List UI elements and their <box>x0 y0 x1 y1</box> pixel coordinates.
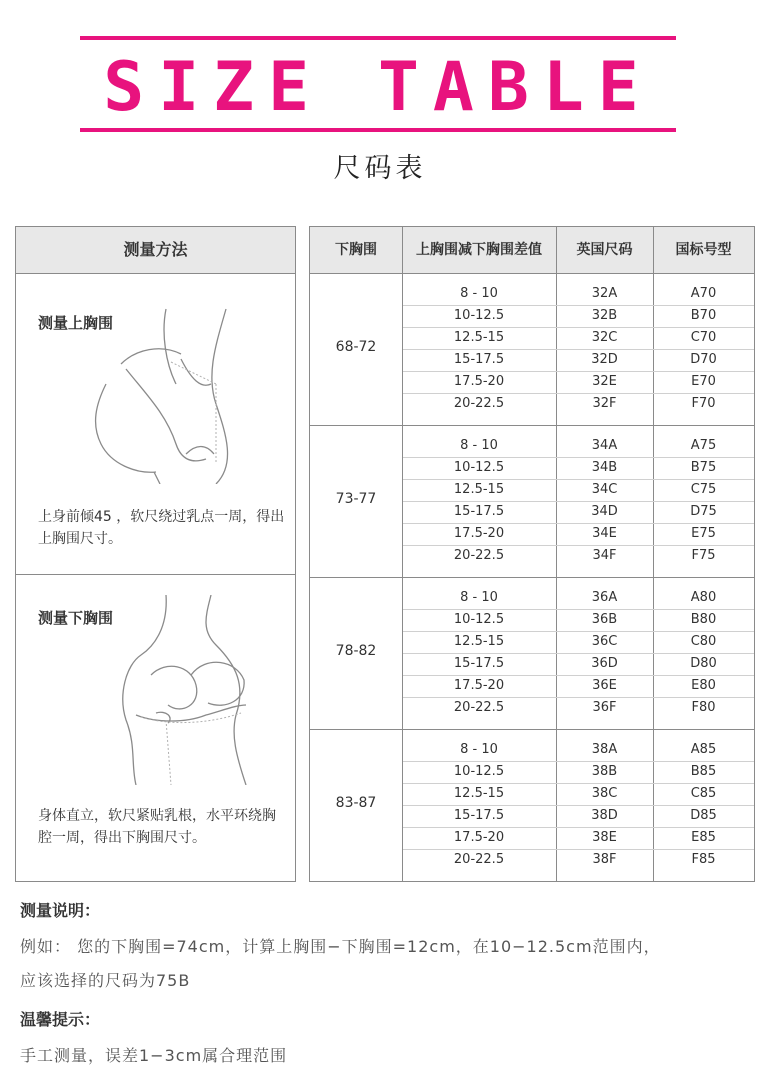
group-divider <box>310 729 754 730</box>
cn-size-cell: D85 <box>690 808 717 823</box>
difference-cell: 8 - 10 <box>460 438 498 453</box>
difference-cell: 10-12.5 <box>453 764 505 779</box>
uk-size-cell: 34C <box>591 482 618 497</box>
uk-size-cell: 32B <box>591 308 618 323</box>
uk-size-cell: 38D <box>591 808 618 823</box>
col-header-uk-size: 英国尺码 <box>556 227 653 274</box>
difference-cell: 20-22.5 <box>453 852 505 867</box>
upper-bust-title: 测量上胸围 <box>38 314 114 332</box>
underbust-illustration <box>96 595 296 785</box>
cn-size-cell: E80 <box>691 678 716 693</box>
example-line-1: 例如： 您的下胸围=74cm，计算上胸围−下胸围=12cm，在10−12.5cm范围内， <box>20 937 661 956</box>
underbust-desc: 身体直立，软尺紧贴乳根，水平环绕胸腔一周，得出下胸围尺寸。 <box>38 808 276 846</box>
underbust-band: 83-87 <box>335 795 377 811</box>
difference-cell: 8 - 10 <box>460 286 498 301</box>
difference-cell: 15-17.5 <box>453 504 505 519</box>
cn-size-cell: F80 <box>691 700 716 715</box>
title-bottom-rule <box>80 128 676 132</box>
example-line-2: 应该选择的尺码为75B <box>20 971 191 990</box>
uk-size-cell: 32A <box>591 286 618 301</box>
underbust-title: 测量下胸围 <box>38 609 114 627</box>
uk-size-cell: 34B <box>591 460 618 475</box>
underbust-band: 78-82 <box>335 643 377 659</box>
uk-size-cell: 36A <box>591 590 618 605</box>
difference-cell: 12.5-15 <box>453 634 505 649</box>
cn-size-cell: D70 <box>690 352 717 367</box>
uk-size-cell: 32C <box>591 330 618 345</box>
uk-size-cell: 36E <box>592 678 617 693</box>
uk-size-cell: 38E <box>592 830 617 845</box>
difference-cell: 8 - 10 <box>460 590 498 605</box>
page-title: SIZE TABLE <box>103 48 653 127</box>
cn-size-cell: A75 <box>690 438 717 453</box>
difference-cell: 15-17.5 <box>453 656 505 671</box>
cn-size-cell: B75 <box>690 460 717 475</box>
tip-heading: 温馨提示： <box>20 1010 101 1029</box>
cn-size-cell: A80 <box>690 590 717 605</box>
method-heading: 测量方法 <box>16 227 295 274</box>
uk-size-cell: 34F <box>592 548 617 563</box>
cn-size-cell: F70 <box>691 396 716 411</box>
difference-cell: 17.5-20 <box>453 830 505 845</box>
uk-size-cell: 32F <box>592 396 617 411</box>
uk-size-cell: 32D <box>591 352 618 367</box>
uk-size-cell: 32E <box>592 374 617 389</box>
uk-size-cell: 38F <box>592 852 617 867</box>
col-header-difference: 上胸围减下胸围差值 <box>402 227 556 274</box>
difference-cell: 10-12.5 <box>453 612 505 627</box>
cn-size-cell: D80 <box>690 656 717 671</box>
cn-size-cell: F85 <box>691 852 716 867</box>
upper-bust-desc: 上身前倾45 ，软尺绕过乳点一周，得出上胸围尺寸。 <box>38 509 285 547</box>
cn-size-cell: F75 <box>691 548 716 563</box>
cn-size-cell: A70 <box>690 286 717 301</box>
difference-cell: 20-22.5 <box>453 548 505 563</box>
cn-size-cell: B80 <box>690 612 717 627</box>
upper-bust-section <box>16 274 295 575</box>
cn-size-cell: A85 <box>690 742 717 757</box>
difference-cell: 8 - 10 <box>460 742 498 757</box>
difference-cell: 12.5-15 <box>453 482 505 497</box>
col-header-cn-size: 国标号型 <box>653 227 754 274</box>
uk-size-cell: 36B <box>591 612 618 627</box>
group-divider <box>310 577 754 578</box>
underbust-band: 73-77 <box>335 491 377 507</box>
difference-cell: 17.5-20 <box>453 678 505 693</box>
col-header-underbust: 下胸围 <box>310 227 402 274</box>
uk-size-cell: 36D <box>591 656 618 671</box>
uk-size-cell: 38C <box>591 786 618 801</box>
difference-cell: 15-17.5 <box>453 352 505 367</box>
difference-cell: 10-12.5 <box>453 460 505 475</box>
underbust-section <box>16 575 295 881</box>
cn-size-cell: E75 <box>691 526 716 541</box>
measure-note-heading: 测量说明： <box>20 901 101 920</box>
uk-size-cell: 36F <box>592 700 617 715</box>
difference-cell: 10-12.5 <box>453 308 505 323</box>
difference-cell: 20-22.5 <box>453 700 505 715</box>
size-table <box>309 226 755 882</box>
difference-cell: 17.5-20 <box>453 374 505 389</box>
uk-size-cell: 38B <box>591 764 618 779</box>
cn-size-cell: C70 <box>690 330 717 345</box>
difference-cell: 20-22.5 <box>453 396 505 411</box>
cn-size-cell: C85 <box>690 786 717 801</box>
uk-size-cell: 34A <box>591 438 618 453</box>
uk-size-cell: 36C <box>591 634 618 649</box>
difference-cell: 15-17.5 <box>453 808 505 823</box>
cn-size-cell: E85 <box>691 830 716 845</box>
cn-size-cell: E70 <box>691 374 716 389</box>
difference-cell: 17.5-20 <box>453 526 505 541</box>
underbust-band: 68-72 <box>335 339 377 355</box>
cn-size-cell: D75 <box>690 504 717 519</box>
difference-cell: 12.5-15 <box>453 330 505 345</box>
uk-size-cell: 38A <box>591 742 618 757</box>
cn-size-cell: C75 <box>690 482 717 497</box>
tip-text: 手工测量，误差1−3cm属合理范围 <box>20 1046 288 1065</box>
page-subtitle: 尺码表 <box>333 153 427 184</box>
cn-size-cell: C80 <box>690 634 717 649</box>
title-top-rule <box>80 36 676 40</box>
method-panel <box>15 226 296 882</box>
group-divider <box>310 425 754 426</box>
cn-size-cell: B85 <box>690 764 717 779</box>
cn-size-cell: B70 <box>690 308 717 323</box>
uk-size-cell: 34E <box>592 526 617 541</box>
difference-cell: 12.5-15 <box>453 786 505 801</box>
upper-bust-illustration <box>66 304 266 484</box>
uk-size-cell: 34D <box>591 504 618 519</box>
